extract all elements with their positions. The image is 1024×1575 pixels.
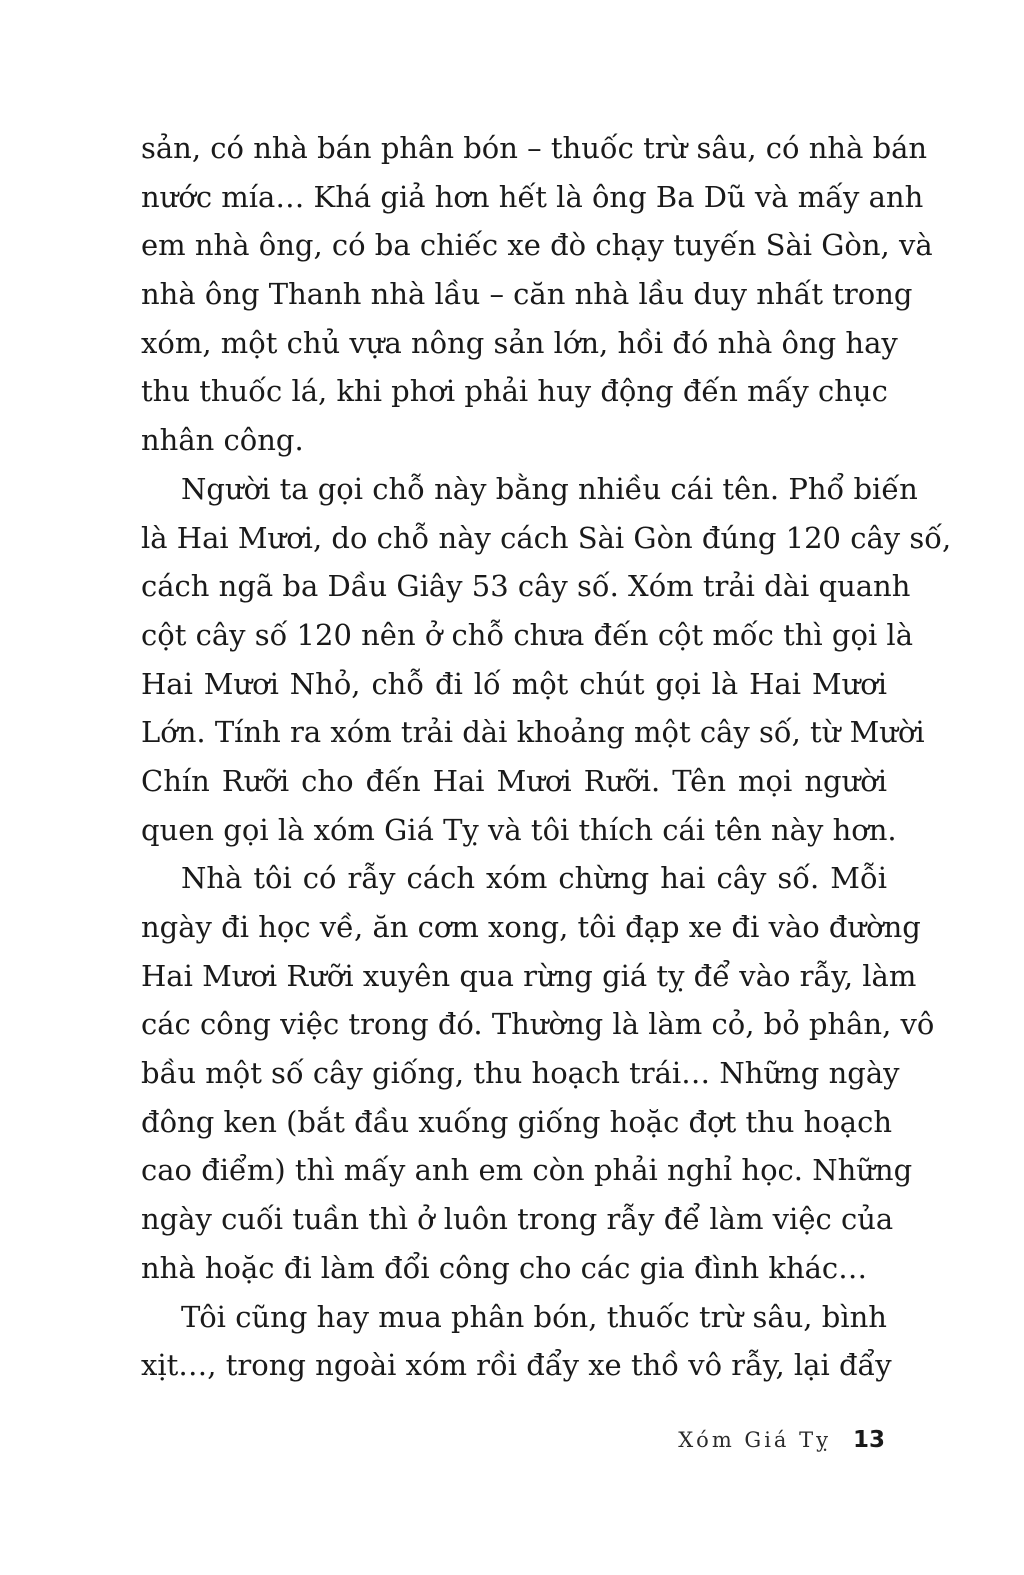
paragraph [141,854,935,1292]
page-number: 13 [852,1427,885,1453]
text-line: Tôi cũng hay mua phân bón, thuốc trừ sâu, bình [181,1299,887,1334]
text-line: Chín Rưỡi cho đến Hai Mươi Rưỡi. Tên mọi người [141,763,887,798]
running-title: Xóm Giá Tỵ [678,1428,831,1452]
text-line: quen gọi là xóm Giá Tỵ và tôi thích cái tên này hơn. [141,812,897,847]
text-line: bầu một số cây giống, thu hoạch trái… Những ngày [141,1056,900,1091]
text-line: Lớn. Tính ra xóm trải dài khoảng một cây số, từ Mười [141,715,925,750]
text-line: Hai Mươi Nhỏ, chỗ đi lố một chút gọi là Hai Mươi [141,666,887,701]
text-line: ngày đi học về, ăn cơm xong, tôi đạp xe đi vào đường [141,910,921,944]
paragraph [141,465,952,855]
text-line: các công việc trong đó. Thường là làm cỏ, bỏ phân, vô [141,1007,935,1042]
text-line: nhà hoặc đi làm đổi công cho các gia đình khác… [141,1250,868,1285]
text-line: thu thuốc lá, khi phơi phải huy động đến mấy chục [141,374,888,409]
text-line: cách ngã ba Dầu Giây 53 cây số. Xóm trải dài quanh [141,569,911,604]
text-line: em nhà ông, có ba chiếc xe đò chạy tuyến Sài Gòn, và [141,228,933,263]
paragraph [141,1293,892,1390]
text-line: là Hai Mươi, do chỗ này cách Sài Gòn đúng 120 cây số, [141,520,952,555]
text-line: xịt…, trong ngoài xóm rồi đẩy xe thồ vô rẫy, lại đẩy [141,1348,892,1383]
text-line: sản, có nhà bán phân bón – thuốc trừ sâu, có nhà bán [141,131,928,165]
text-line: đông ken (bắt đầu xuống giống hoặc đợt thu hoạch [141,1104,893,1139]
text-line: Hai Mươi Rưỡi xuyên qua rừng giá tỵ để vào rẫy, làm [141,958,917,993]
text-line: cột cây số 120 nên ở chỗ chưa đến cột mốc thì gọi là [141,617,913,652]
text-line: nước mía… Khá giả hơn hết là ông Ba Dũ và mấy anh [141,179,924,214]
text-line: Người ta gọi chỗ này bằng nhiều cái tên. Phổ biến [181,471,918,506]
paragraph [141,124,933,465]
text-line: ngày cuối tuần thì ở luôn trong rẫy để làm việc của [141,1202,894,1237]
text-line: xóm, một chủ vựa nông sản lớn, hồi đó nhà ông hay [141,325,898,360]
text-line: Nhà tôi có rẫy cách xóm chừng hai cây số. Mỗi [181,861,887,896]
text-line: nhân công. [141,423,304,458]
page-footer [678,1427,885,1463]
body-text [141,124,952,1390]
text-line: nhà ông Thanh nhà lầu – căn nhà lầu duy nhất trong [141,277,913,312]
text-line: cao điểm) thì mấy anh em còn phải nghỉ học. Những [141,1153,913,1188]
